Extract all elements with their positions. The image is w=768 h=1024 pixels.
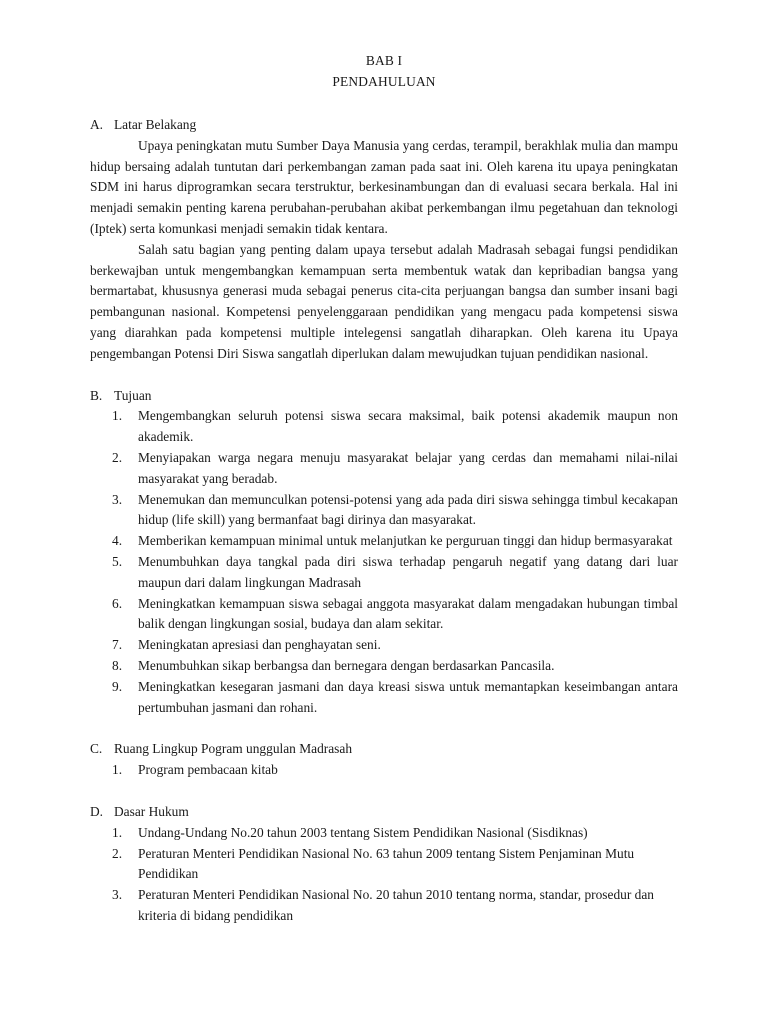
item-number: 5.	[112, 553, 123, 569]
section-title: Tujuan	[114, 387, 152, 403]
item-number: 2.	[112, 845, 123, 861]
item-text: Program pembacaan kitab	[138, 762, 278, 778]
list-item	[90, 448, 678, 490]
list-item	[90, 656, 678, 677]
section-heading	[90, 115, 678, 136]
item-number: 6.	[112, 595, 123, 611]
list-item	[90, 823, 678, 844]
section-letter: A.	[90, 117, 104, 132]
item-text: Peraturan Menteri Pendidikan Nasional No. 20 tahun 2010 tentang norma, standar, prosedur dan kriteria di bidang pendidikan	[138, 887, 654, 923]
item-number: 3.	[112, 491, 123, 507]
list-item	[90, 531, 678, 552]
item-text: Peraturan Menteri Pendidikan Nasional No. 63 tahun 2009 tentang Sistem Penjaminan Mutu Pendidikan	[138, 845, 635, 882]
list-item	[90, 885, 678, 927]
numbered-list	[90, 760, 678, 781]
item-text: Memberikan kemampuan minimal untuk melanjutkan ke perguruan tinggi dan hidup bermasyarakat	[138, 533, 673, 549]
item-number: 8.	[112, 657, 123, 673]
item-number: 7.	[112, 637, 123, 653]
section-heading	[90, 386, 678, 407]
section-heading	[90, 802, 678, 823]
section-dasar-hukum	[90, 802, 678, 927]
item-number: 2.	[112, 449, 123, 465]
list-item	[90, 760, 678, 781]
section-ruang-lingkup	[90, 739, 678, 781]
item-number: 9.	[112, 678, 123, 694]
paragraph: Upaya peningkatan mutu Sumber Daya Manusia yang cerdas, terampil, berakhlak mulia dan mampu hidup bersaing adalah tuntutan dari perkembangan zaman pada saat ini. Oleh karena itu upaya peningkatan SDM ini harus diprogramkan secara terstruktur, berkesinambungan dan di evaluasi secara berkala. Hal ini menjadi semakin penting karena perubahan-perubahan akibat perkembangan ilmu pegetahuan dan teknologi (Iptek) serta komunkasi menjadi semakin tidak kentara.	[90, 137, 678, 236]
list-item	[90, 490, 678, 532]
section-letter: B.	[90, 387, 103, 403]
numbered-list	[90, 823, 678, 927]
section-tujuan	[90, 386, 678, 719]
chapter-title: PENDAHULUAN	[332, 74, 436, 89]
list-item	[90, 677, 678, 719]
item-text: Menyiapakan warga negara menuju masyarakat belajar yang cerdas dan memahami nilai-nilai masyarakat yang beradab.	[138, 449, 678, 486]
section-title: Latar Belakang	[114, 117, 197, 132]
list-item	[90, 635, 678, 656]
item-number: 1.	[112, 824, 123, 840]
item-text: Meningkatkan kemampuan siswa sebagai anggota masyarakat dalam mengadakan hubungan timbal balik dengan lingkungan sosial, budaya dan alam sekitar.	[138, 595, 678, 632]
section-letter: C.	[90, 741, 103, 757]
list-item	[90, 844, 678, 886]
item-text: Menumbuhkan daya tangkal pada diri siswa terhadap pengaruh negatif yang datang dari luar maupun dari dalam lingkungan Madrasah	[138, 553, 678, 590]
item-text: Meningkatan apresiasi dan penghayatan seni.	[138, 637, 381, 653]
item-number: 1.	[112, 408, 123, 424]
item-text: Menumbuhkan sikap berbangsa dan bernegara dengan berdasarkan Pancasila.	[138, 657, 555, 673]
list-item	[90, 406, 678, 448]
item-text: Meningkatkan kesegaran jasmani dan daya kreasi siswa untuk memantapkan keseimbangan antara pertumbuhan jasmani dan rohani.	[138, 678, 678, 715]
section-title: Ruang Lingkup Pogram unggulan Madrasah	[114, 741, 353, 757]
section-latar-belakang	[90, 115, 678, 365]
document-body	[90, 115, 678, 948]
section-title: Dasar Hukum	[114, 803, 189, 819]
item-text: Mengembangkan seluruh potensi siswa secara maksimal, baik potensi akademik maupun non akademik.	[138, 408, 678, 445]
list-item	[90, 594, 678, 636]
list-item	[90, 552, 678, 594]
paragraph: Salah satu bagian yang penting dalam upaya tersebut adalah Madrasah sebagai fungsi pendidikan berkewajban untuk mengembangkan kemampuan serta membentuk watak dan kepribadian bangsa yang bermartabat, khususnya generasi muda sebagai penerus cita-cita perjuangan bangsa dan sumber insani bagi pembangunan nasional. Kompetensi penyelenggaraan pendidikan yang mengacu pada kompetensi siswa yang diarahkan pada kompetensi multiple intelegensi sangatlah diharapkan. Oleh karena itu Upaya pengembangan Potensi Diri Siswa sangatlah diperlukan dalam mewujudkan tujuan pendidikan nasional.	[90, 241, 678, 361]
item-text: Menemukan dan memunculkan potensi-potensi yang ada pada diri siswa sehingga timbul kecakapan hidup (life skill) yang bermanfaat bagi dirinya dan masyarakat.	[138, 491, 678, 528]
item-number: 4.	[112, 533, 123, 549]
item-number: 1.	[112, 762, 123, 778]
section-letter: D.	[90, 803, 104, 819]
chapter-header	[0, 51, 768, 93]
section-heading	[90, 739, 678, 760]
chapter-number: BAB I	[365, 53, 403, 68]
item-number: 3.	[112, 887, 123, 903]
numbered-list	[90, 406, 678, 718]
item-text: Undang-Undang No.20 tahun 2003 tentang Sistem Pendidikan Nasional (Sisdiknas)	[138, 824, 588, 840]
